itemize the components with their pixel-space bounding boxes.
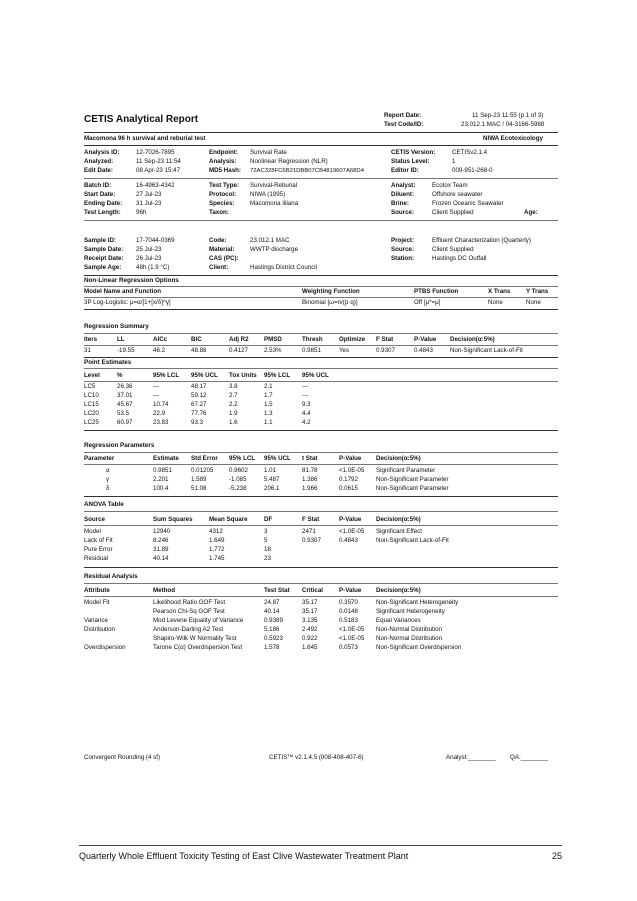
table-cell: Pearson Chi-Sq GOF Test — [153, 608, 225, 615]
rule — [84, 345, 558, 346]
table-cell: 67.27 — [191, 401, 207, 408]
parameter-delta: δ — [106, 485, 110, 492]
rule — [84, 567, 558, 568]
table-cell: 5.487 — [264, 476, 280, 483]
table-cell: Equal Variances — [376, 617, 421, 624]
section-title: ANOVA Table — [84, 501, 124, 508]
table-cell: 0.9307 — [376, 347, 395, 354]
field-label: Ending Date: — [84, 200, 123, 207]
rule — [84, 286, 558, 287]
column-header: Decision(α:5%) — [450, 336, 495, 343]
analyst: Ecotox Team — [432, 182, 468, 189]
rule — [84, 430, 558, 431]
rule — [84, 297, 558, 298]
table-cell: 4.2 — [302, 419, 311, 426]
column-header: PTBS Function — [414, 288, 459, 295]
table-cell: Significant Heterogeneity — [376, 608, 445, 615]
table-cell: Distribution — [84, 626, 115, 633]
page-number: 25 — [551, 851, 562, 861]
field-label: Status Level: — [391, 158, 430, 165]
table-cell: 59.12 — [191, 392, 207, 399]
test-code-label: Test Code/ID: — [384, 121, 424, 128]
field-label: Age: — [524, 209, 538, 216]
table-cell: <1.0E-05 — [339, 528, 365, 535]
footer-rule — [79, 845, 562, 846]
column-header: P-Value — [414, 336, 437, 343]
field-label: Test Type: — [209, 182, 240, 189]
table-cell: Mod Levene Equality of Variance — [153, 617, 244, 624]
table-cell: 48.17 — [191, 383, 207, 390]
field-label: Analyzed: — [84, 158, 114, 165]
station: Hastings DC Outfall — [432, 255, 487, 262]
page-footer — [79, 851, 562, 861]
table-cell: 2.201 — [153, 476, 169, 483]
field-label: Sample ID: — [84, 237, 116, 244]
field-label: Species: — [209, 200, 235, 207]
table-cell: 24.87 — [264, 599, 280, 606]
table-cell: 4312 — [209, 528, 223, 535]
table-cell: Residual — [84, 555, 109, 562]
field-label: Diluent: — [391, 191, 415, 198]
field-label: Endpoint: — [209, 149, 238, 156]
table-cell: Model Fit — [84, 599, 110, 606]
receipt-date: 26 Jul-23 — [136, 255, 162, 262]
column-header: BIC — [191, 336, 202, 343]
table-cell: 1.386 — [302, 476, 318, 483]
report-date-value: 11 Sep-23 11:55 (p 1 of 3) — [472, 112, 544, 119]
table-cell: --- — [302, 383, 309, 390]
column-header: 95% LCL — [229, 455, 256, 462]
table-cell: 206.1 — [264, 485, 280, 492]
parameter-gamma: γ — [106, 476, 110, 483]
field-label: CAS (PC): — [209, 255, 239, 262]
status-level: 1 — [452, 158, 456, 165]
table-cell: 2.7 — [229, 392, 238, 399]
field-label: Source: — [391, 246, 415, 253]
rule — [84, 132, 558, 133]
table-cell: 18 — [264, 546, 271, 553]
table-cell: Non-Normal Distribution — [376, 635, 443, 642]
analysis-method: Nonlinear Regression (NLR) — [250, 158, 328, 165]
column-header: Weighting Function — [302, 288, 360, 295]
material: WWTP discharge — [250, 246, 299, 253]
table-cell: 4.4 — [302, 410, 311, 417]
table-cell: 1.966 — [302, 485, 318, 492]
table-cell: 0.01205 — [191, 467, 214, 474]
table-cell: 2.53% — [264, 347, 282, 354]
table-cell: 1.5 — [264, 401, 273, 408]
table-cell: 53.5 — [117, 410, 130, 417]
sample-code: 23.012.1 MAC — [250, 237, 290, 244]
column-header: Parameter — [84, 455, 115, 462]
table-cell: Lack of Fit — [84, 537, 113, 544]
client: Hastings District Council — [250, 264, 318, 271]
column-header: X Trans — [488, 288, 511, 295]
column-header: Y Trans — [526, 288, 549, 295]
column-header: % — [117, 372, 123, 379]
column-header: t Stat — [302, 455, 318, 462]
table-cell: 1.6 — [229, 419, 238, 426]
table-cell: --- — [153, 383, 160, 390]
table-cell: 45.67 — [117, 401, 133, 408]
model-function: 3P Log-Logistic: μ=α/[1+[x/δ]^γ] — [84, 299, 171, 306]
table-cell: 31.89 — [153, 546, 169, 553]
table-cell: 0.0615 — [339, 485, 358, 492]
rounding-note: Convergent Rounding (4 sf) — [84, 754, 161, 761]
field-label: Receipt Date: — [84, 255, 124, 262]
test-type: Survival-Reburial — [250, 182, 298, 189]
column-header: Estimate — [153, 455, 179, 462]
field-label: Test Length: — [84, 209, 121, 216]
table-cell: <1.0E-05 — [339, 467, 365, 474]
table-cell: 2.492 — [302, 626, 318, 633]
table-cell: 0.9602 — [229, 467, 248, 474]
field-label: Protocol: — [209, 191, 237, 198]
table-cell: Variance — [84, 617, 108, 624]
column-header: 95% UCL — [264, 455, 291, 462]
editor-id: 009-951-268-0 — [452, 167, 493, 174]
table-cell: 1.9 — [229, 410, 238, 417]
table-cell: 31 — [84, 347, 91, 354]
column-header: P-Value — [339, 455, 362, 462]
table-cell: 1.745 — [209, 555, 225, 562]
table-cell: Significant Parameter — [376, 467, 436, 474]
table-cell: <1.0E-05 — [339, 635, 365, 642]
table-cell: 10.74 — [153, 401, 169, 408]
table-cell: 8.246 — [153, 537, 169, 544]
table-cell: 3.8 — [229, 383, 238, 390]
table-cell: 5 — [264, 537, 268, 544]
table-cell: 0.0148 — [339, 608, 358, 615]
rule — [84, 381, 558, 382]
table-cell: Anderson-Darling A2 Test — [153, 626, 224, 633]
table-cell: 1.1 — [264, 419, 273, 426]
rule — [84, 583, 558, 584]
protocol: NIWA (1995) — [250, 191, 286, 198]
field-label: Analysis: — [209, 158, 237, 165]
table-cell: Shapiro-Wilk W Normality Test — [153, 635, 237, 642]
table-cell: 23.83 — [153, 419, 169, 426]
table-cell: 1.589 — [191, 476, 207, 483]
rule — [84, 357, 558, 358]
table-cell: 2.2 — [229, 401, 238, 408]
qa-signature-line: QA:________ — [510, 754, 549, 761]
table-cell: 22.9 — [153, 410, 166, 417]
column-header: Decision(α:5%) — [376, 516, 421, 523]
field-label: MD5 Hash: — [209, 167, 241, 174]
table-cell: 51.08 — [191, 485, 207, 492]
table-cell: Tarone C(α) Overdispersion Test — [153, 644, 243, 651]
report-date-label: Report Date: — [384, 112, 422, 119]
table-cell: 1.772 — [209, 546, 225, 553]
column-header: P-Value — [339, 587, 362, 594]
table-cell: LC25 — [84, 419, 99, 426]
rule — [84, 275, 558, 276]
rule — [84, 220, 558, 221]
field-label: CETIS Version: — [391, 149, 436, 156]
footer-title: Quarterly Whole Effluent Toxicity Testing of East Clive Wastewater Treatment Plant — [79, 851, 409, 861]
table-cell: 2.1 — [264, 383, 273, 390]
table-cell: 1.01 — [264, 467, 277, 474]
analysis-id: 12-7026-7895 — [136, 149, 175, 156]
analyzed-date: 11 Sep-23 11:54 — [136, 158, 181, 165]
field-label: Batch ID: — [84, 182, 112, 189]
rule — [84, 368, 558, 369]
column-header: 95% UCL — [191, 372, 218, 379]
column-header: Decision(α:5%) — [376, 587, 421, 594]
column-header: Source — [84, 516, 105, 523]
column-header: Critical — [302, 587, 323, 594]
column-header: Adj R2 — [229, 336, 249, 343]
table-cell: <1.0E-05 — [339, 626, 365, 633]
table-cell: --- — [153, 392, 160, 399]
edit-date: 08 Apr-23 15:47 — [136, 167, 181, 174]
start-date: 27 Jul-23 — [136, 191, 162, 198]
rule — [84, 178, 558, 179]
ending-date: 31 Jul-23 — [136, 200, 162, 207]
section-title: Point Estimates — [84, 359, 132, 366]
table-cell: 35.17 — [302, 608, 318, 615]
table-cell: 1.645 — [302, 644, 318, 651]
sample-date: 25 Jul-23 — [136, 246, 162, 253]
field-label: Client: — [209, 264, 229, 271]
diluent: Offshore seawater — [432, 191, 483, 198]
column-header: Attribute — [84, 587, 110, 594]
table-cell: --- — [302, 392, 309, 399]
table-cell: Non-Significant Heterogeneity — [376, 599, 459, 606]
table-cell: LC10 — [84, 392, 99, 399]
column-header: 95% LCL — [153, 372, 180, 379]
table-cell: Model — [84, 528, 101, 535]
table-cell: LC15 — [84, 401, 99, 408]
table-cell: 0.5183 — [339, 617, 358, 624]
column-header: DF — [264, 516, 273, 523]
table-cell: 3 — [264, 528, 268, 535]
table-cell: 1.3 — [264, 410, 273, 417]
table-cell: Non-Normal Distribution — [376, 626, 443, 633]
section-title: Non-Linear Regression Options — [84, 277, 179, 284]
field-label: Analyst: — [391, 182, 416, 189]
column-header: F Stat — [302, 516, 320, 523]
project: Effluent Characterization (Quarterly) — [432, 237, 531, 244]
table-cell: 0.5923 — [264, 635, 283, 642]
table-cell: 0.922 — [302, 635, 318, 642]
organism-source: Client Supplied — [432, 209, 474, 216]
table-cell: 5.186 — [264, 626, 280, 633]
analyst-signature-line: Analyst:________ — [446, 754, 496, 761]
report-title: CETIS Analytical Report — [84, 114, 199, 125]
field-label: Start Date: — [84, 191, 116, 198]
table-cell: 60.97 — [117, 419, 133, 426]
cetis-version: CETISv2.1.4 — [452, 149, 488, 156]
field-label: Taxon: — [209, 209, 229, 216]
column-header: Thresh — [302, 336, 323, 343]
field-label: Project: — [391, 237, 415, 244]
column-header: Level — [84, 372, 100, 379]
software-version: CETIS™ v2.1.4.5 (008-408-407-6) — [269, 754, 364, 761]
table-cell: 3.135 — [302, 617, 318, 624]
rule — [84, 496, 558, 497]
rule — [84, 511, 558, 512]
table-cell: Non-Significant Overdispersion — [376, 644, 462, 651]
table-cell: 0.9389 — [264, 617, 283, 624]
table-cell: 0.9307 — [302, 537, 321, 544]
table-cell: Non-Significant Lack-of-Fit — [450, 347, 523, 354]
column-header: Decision(α:5%) — [376, 455, 421, 462]
column-header: Optimize — [339, 336, 366, 343]
table-cell: 9.3 — [302, 401, 311, 408]
table-cell: 81.78 — [302, 467, 318, 474]
batch-id: 16-4963-4342 — [136, 182, 175, 189]
section-title: Residual Analysis — [84, 573, 138, 580]
y-trans: None — [526, 299, 541, 306]
column-header: Tox Units — [229, 372, 257, 379]
column-header: Model Name and Function — [84, 288, 162, 295]
field-label: Sample Date: — [84, 246, 124, 253]
species: Macomona liliana — [250, 200, 299, 207]
table-cell: LC20 — [84, 410, 99, 417]
table-cell: -5.238 — [229, 485, 247, 492]
rule — [84, 333, 558, 334]
rule — [84, 464, 558, 465]
column-header: Method — [153, 587, 175, 594]
table-cell: 37.01 — [117, 392, 133, 399]
brine: Frozen Oceanic Seawater — [432, 200, 504, 207]
table-cell: Pure Error — [84, 546, 113, 553]
field-label: Analysis ID: — [84, 149, 120, 156]
table-cell: 40.14 — [153, 555, 169, 562]
table-cell: 46.2 — [153, 347, 166, 354]
md5-hash: 72AC328FC6B21DBB07CB4819607A68D4 — [250, 168, 364, 174]
organization: NIWA Ecotoxicology — [483, 135, 543, 142]
column-header: Sum Squares — [153, 516, 193, 523]
column-header: 95% LCL — [264, 372, 291, 379]
table-cell: 0.3570 — [339, 599, 358, 606]
column-header: F Stat — [376, 336, 394, 343]
weighting-function: Binomial [ω=n/(p·q)] — [302, 299, 358, 306]
table-cell: 100.4 — [153, 485, 169, 492]
test-length: 96h — [136, 209, 147, 216]
table-cell: 0.4843 — [339, 537, 358, 544]
table-cell: 12940 — [153, 528, 171, 535]
table-cell: Non-Significant Parameter — [376, 476, 449, 483]
column-header: Std Error — [191, 455, 218, 462]
section-title: Regression Parameters — [84, 442, 155, 449]
table-cell: 0.0573 — [339, 644, 358, 651]
report-subtitle: Macomona 96 h survival and reburial test — [84, 135, 206, 142]
table-cell: 1.649 — [209, 537, 225, 544]
rule — [84, 596, 558, 597]
table-cell: Overdispersion — [84, 644, 126, 651]
table-cell: Likelihood Ratio GOF Test — [153, 599, 226, 606]
sample-id: 17-7044-0369 — [136, 237, 175, 244]
table-cell: Non-Significant Lack-of-Fit — [376, 537, 449, 544]
sample-age: 48h (1.9 °C) — [136, 264, 170, 271]
table-cell: 23 — [264, 555, 271, 562]
table-cell: Non-Significant Parameter — [376, 485, 449, 492]
table-cell: -19.55 — [117, 347, 135, 354]
column-header: AICc — [153, 336, 168, 343]
column-header: Iters — [84, 336, 98, 343]
sample-source: Client Supplied — [432, 246, 474, 253]
table-cell: Significant Effect — [376, 528, 422, 535]
endpoint: Survival Rate — [250, 149, 287, 156]
table-cell: LC5 — [84, 383, 96, 390]
table-cell: 26.36 — [117, 383, 133, 390]
rule — [84, 452, 558, 453]
table-cell: 35.17 — [302, 599, 318, 606]
table-cell: 0.9851 — [153, 467, 172, 474]
table-cell: 0.4127 — [229, 347, 248, 354]
table-cell: 48.88 — [191, 347, 207, 354]
rule — [84, 145, 558, 146]
table-cell: 1.578 — [264, 644, 280, 651]
table-cell: Yes — [339, 347, 350, 354]
column-header: LL — [117, 336, 125, 343]
parameter-alpha: α — [106, 467, 110, 474]
field-label: Sample Age: — [84, 264, 122, 271]
ptbs-function: Off [μ*=μ] — [414, 299, 441, 306]
x-trans: None — [488, 299, 503, 306]
table-cell: -1.085 — [229, 476, 247, 483]
table-cell: 0.4843 — [414, 347, 433, 354]
rule — [84, 309, 558, 310]
field-label: Brine: — [391, 200, 409, 207]
field-label: Editor ID: — [391, 167, 419, 174]
column-header: PMSD — [264, 336, 282, 343]
table-cell: 0.9851 — [302, 347, 321, 354]
column-header: Test Stat — [264, 587, 290, 594]
column-header: P-Value — [339, 516, 362, 523]
table-cell: 1.7 — [264, 392, 273, 399]
table-cell: 93.3 — [191, 419, 204, 426]
table-cell: 77.76 — [191, 410, 207, 417]
column-header: 95% UCL — [302, 372, 329, 379]
field-label: Source: — [391, 209, 415, 216]
table-cell: 40.14 — [264, 608, 280, 615]
rule — [84, 525, 558, 526]
section-title: Regression Summary — [84, 323, 149, 330]
table-cell: 0.1792 — [339, 476, 358, 483]
field-label: Station: — [391, 255, 415, 262]
test-code-value: 23.012.1 MAC / 04-3166-5988 — [461, 121, 545, 128]
field-label: Code: — [209, 237, 227, 244]
field-label: Edit Date: — [84, 167, 113, 174]
table-cell: 2471 — [302, 528, 316, 535]
field-label: Material: — [209, 246, 235, 253]
column-header: Mean Square — [209, 516, 248, 523]
